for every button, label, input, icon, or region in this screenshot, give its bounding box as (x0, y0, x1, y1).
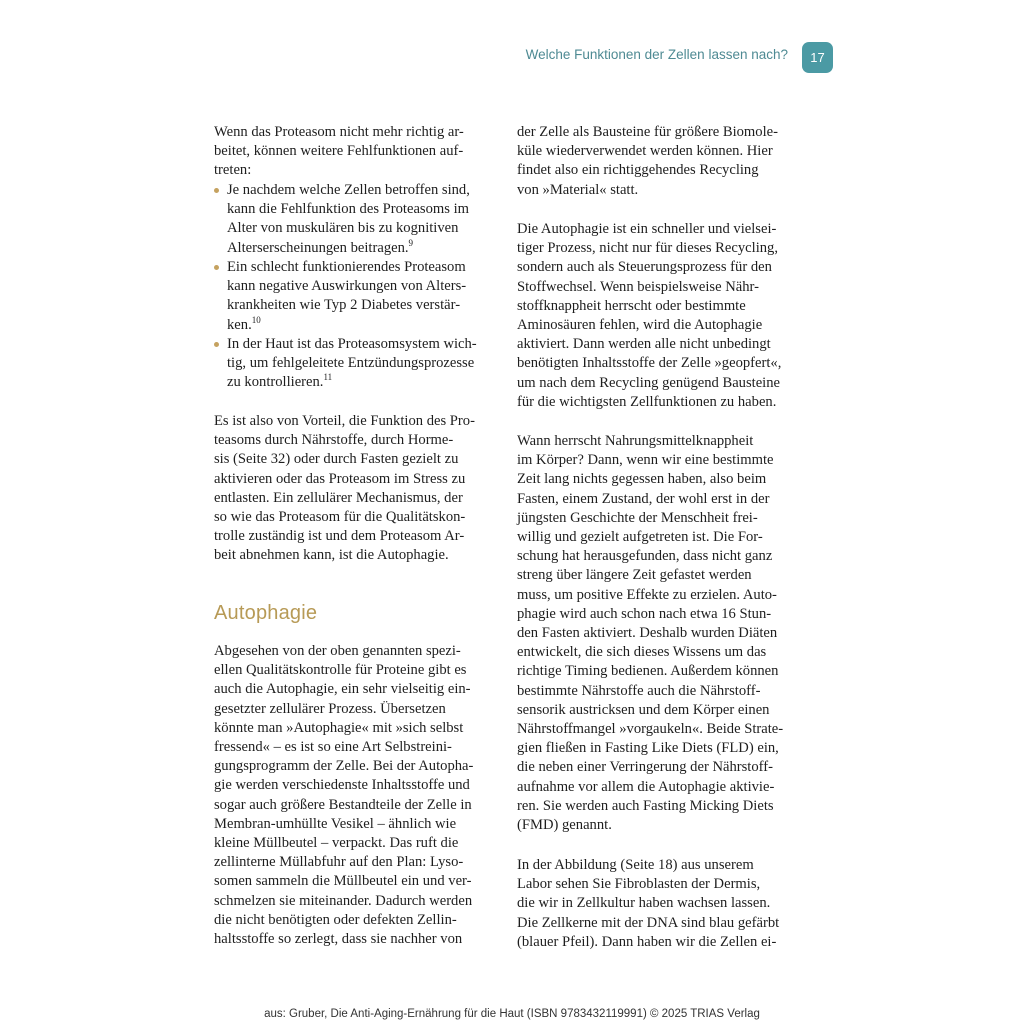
body-text-line: gien fließen in Fasting Like Diets (FLD) ein, (517, 740, 779, 757)
body-text-line: Es ist also von Vorteil, die Funktion des Pro- (214, 413, 475, 429)
body-text-line: Membran-umhüllte Vesikel – ähnlich wie (214, 815, 457, 832)
body-text-line: haltsstoffe so zerlegt, dass sie nachher von (214, 931, 463, 947)
body-text-line: die neben einer Verringerung der Nährstoff- (517, 759, 773, 776)
footnote-marker: 10 (251, 314, 261, 325)
body-text-line: (blauer Pfeil). Dann haben wir die Zellen ei- (517, 933, 777, 950)
body-text-line: gie werden verschiedenste Inhaltsstoffe und (214, 777, 470, 794)
body-text-line: sondern auch als Steuerungsprozess für den (517, 259, 772, 276)
body-text-line: küle wiederverwendet werden können. Hier (517, 143, 773, 160)
body-text-line: auch die Autophagie, ein sehr vielseitig ein- (214, 681, 471, 698)
body-text-line: die nicht benötigten oder defekten Zellin- (214, 911, 457, 928)
body-text-line: gesetzter zellulärer Prozess. Übersetzen (214, 700, 446, 717)
body-text-line: Wann herrscht Nahrungsmittelknappheit (517, 433, 754, 449)
source-footer: aus: Gruber, Die Anti-Aging-Ernährung für die Haut (ISBN 9783432119991) © 2025 TRIAS Verlag (264, 1008, 760, 1020)
body-text-line: der Zelle als Bausteine für größere Biomole- (517, 124, 778, 140)
body-text-line: Labor sehen Sie Fibroblasten der Dermis, (517, 876, 761, 893)
body-text-line: könnte man »Autophagie« mit »sich selbst (214, 719, 464, 736)
body-text-line: kleine Müllbeutel – verpackt. Das ruft die (214, 835, 459, 851)
body-text-line: Nährstoffmangel »vorgaukeln«. Beide Strate- (517, 721, 784, 737)
body-text-line: um nach dem Recycling genügend Bausteine (517, 374, 781, 391)
body-text-line: Die Autophagie ist ein schneller und vielsei- (517, 221, 777, 237)
body-text-line: Aminosäuren fehlen, wird die Autophagie (517, 317, 763, 333)
body-text-line: phagie wird auch schon nach etwa 16 Stun- (517, 605, 772, 622)
bullet-text-line: Je nachdem welche Zellen betroffen sind, (227, 182, 470, 198)
body-text-line: bestimmte Nährstoffe auch die Nährstoff- (517, 682, 761, 699)
bullet-text-line: krankheiten wie Typ 2 Diabetes verstär- (227, 297, 461, 314)
bullet-text-line: In der Haut ist das Proteasomsystem wich- (227, 336, 477, 352)
body-text-line: ellen Qualitätskontrolle für Proteine gibt es (214, 662, 467, 679)
body-text-line: im Körper? Dann, wenn wir eine bestimmte (517, 452, 774, 469)
body-text-line: beit abnehmen kann, ist die Autophagie. (214, 547, 449, 564)
body-text-line: für die wichtigsten Zellfunktionen zu haben. (517, 393, 777, 410)
body-text-line: zellinterne Müllabfuhr auf den Plan: Lyso- (214, 854, 464, 871)
bullet-dot-icon (214, 265, 219, 270)
body-text-line: stoffknappheit herrscht oder bestimmte (517, 297, 746, 314)
bullet-dot-icon (214, 188, 219, 193)
body-text-line: Die Zellkerne mit der DNA sind blau gefärbt (517, 914, 780, 931)
body-text-line: schmelzen sie miteinander. Dadurch werden (214, 892, 473, 909)
body-text-line: willig und gezielt aufgetreten ist. Die For- (517, 529, 763, 545)
footnote-marker: 11 (323, 372, 333, 383)
bullet-text-line: Ein schlecht funktionierendes Proteasom (227, 259, 466, 275)
body-text-line: den Fasten aktiviert. Deshalb wurden Diäten (517, 625, 778, 641)
body-text-line: somen sammeln die Müllbeutel ein und ver- (214, 873, 472, 890)
body-text-line: so wie das Proteasom für die Qualitätskon- (214, 509, 466, 525)
body-text-line: Abgesehen von der oben genannten spezi- (214, 643, 461, 659)
body-text-line: treten: (214, 162, 252, 179)
body-text-line: tiger Prozess, nicht nur für dieses Recycling, (517, 240, 778, 257)
body-text-line: von »Material« statt. (517, 181, 639, 198)
body-text-line: muss, um positive Effekte zu erzielen. Auto- (517, 586, 777, 603)
body-text-line: Stoffwechsel. Wenn beispielsweise Nähr- (517, 278, 759, 295)
body-text-line: Fasten, einem Zustand, der wohl erst in der (517, 490, 770, 507)
bullet-dot-icon (214, 342, 219, 347)
page-number-badge: 17 (802, 42, 833, 73)
body-text-line: Wenn das Proteasom nicht mehr richtig ar- (214, 124, 464, 140)
body-text-line: aktivieren oder das Proteasom im Stress zu (214, 470, 466, 487)
body-text-line: sogar auch größere Bestandteile der Zelle in (214, 796, 472, 813)
body-text-line: die wir in Zellkultur haben wachsen lassen. (517, 895, 771, 912)
body-text-line: In der Abbildung (Seite 18) aus unserem (517, 857, 754, 873)
body-text-line: Zeit lang nichts gegessen haben, also beim (517, 471, 767, 488)
body-text-line: benötigten Inhaltsstoffe der Zelle »geopfert«, (517, 355, 782, 372)
body-text-line: jüngsten Geschichte der Menschheit frei- (517, 509, 758, 526)
footnote-marker: 9 (408, 237, 414, 248)
body-text-line: fressend« – es ist so eine Art Selbstreini- (214, 739, 452, 755)
body-text-line: gungsprogramm der Zelle. Bei der Autopha- (214, 758, 474, 775)
body-text-line: entwickelt, die sich dieses Wissens um das (517, 644, 767, 661)
bullet-text-line: kann die Fehlfunktion des Proteasoms im (227, 201, 469, 218)
body-text-line: ren. Sie werden auch Fasting Micking Diets (517, 797, 774, 814)
body-text-line: trolle zuständig ist und dem Proteasom Ar- (214, 528, 465, 545)
body-text-line: sis (Seite 32) oder durch Fasten gezielt zu (214, 451, 459, 468)
bullet-text-line: kann negative Auswirkungen von Alters- (227, 278, 467, 295)
body-text-line: schung hat herausgefunden, dass nicht ganz (517, 548, 773, 565)
bullet-text-line: zu kontrollieren.$^{11}$ (227, 372, 333, 391)
bullet-text-line: ken.$^{10}$ (227, 314, 261, 333)
bullet-text-line: tig, um fehlgeleitete Entzündungsprozesse (227, 355, 475, 372)
body-text-line: teasoms durch Nährstoffe, durch Horme- (214, 432, 454, 449)
body-text-line: (FMD) genannt. (517, 817, 612, 833)
body-text-line: findet also ein richtiggehendes Recycling (517, 162, 759, 179)
body-text-line: sensorik austricksen und dem Körper einen (517, 701, 770, 718)
body-text-line: aufnahme vor allem die Autophagie aktivie- (517, 778, 775, 795)
body-text-line: aktiviert. Dann werden alle nicht unbedingt (517, 336, 771, 353)
body-text-line: beitet, können weitere Fehlfunktionen auf- (214, 143, 464, 160)
body-text-line: streng über längere Zeit gefastet werden (517, 567, 752, 584)
body-text-line: entlasten. Ein zellulärer Mechanismus, der (214, 489, 463, 506)
bullet-text-line: Alter von muskulären bis zu kognitiven (227, 220, 459, 237)
running-title: Welche Funktionen der Zellen lassen nach? (525, 47, 788, 62)
section-heading: Autophagie (214, 602, 318, 624)
bullet-text-line: Alterserscheinungen beitragen.$^9$ (227, 237, 414, 256)
body-text-line: richtige Timing bedienen. Außerdem können (517, 663, 779, 680)
